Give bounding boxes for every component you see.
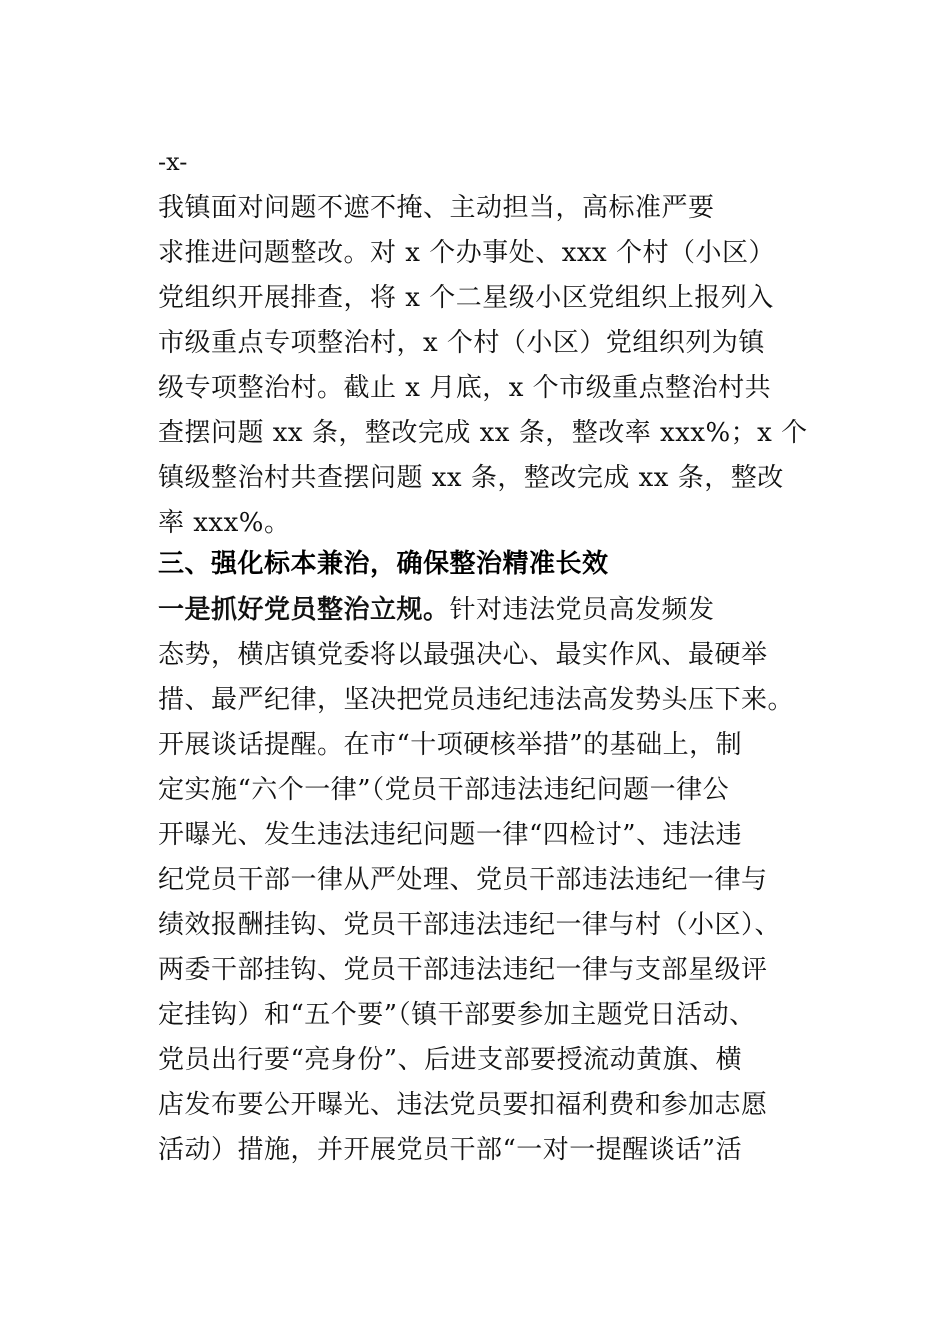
paragraph-1-line-7: 镇级整治村共查摆问题 xx 条，整改完成 xx 条，整改 [158, 463, 784, 493]
paragraph-1-line-5: 级专项整治村。截止 x 月底，x 个市级重点整治村共 [158, 373, 772, 403]
paragraph-2-line-6: 开曝光、发生违法违纪问题一律“四检讨”、违法违 [158, 820, 743, 850]
paragraph-2-line-12: 店发布要公开曝光、违法党员要扣福利费和参加志愿 [158, 1090, 768, 1120]
paragraph-2-line-5: 定实施“六个一律”（党员干部违法违纪问题一律公 [158, 775, 730, 805]
paragraph-1-line-1: 我镇面对问题不遮不掩、主动担当，高标准严要 [158, 193, 715, 223]
paragraph-1-line-8: 率 xxx%。 [158, 508, 291, 538]
section-heading: 三、强化标本兼治，确保整治精准长效 [158, 549, 609, 579]
paragraph-1-line-6: 查摆问题 xx 条，整改完成 xx 条，整改率 xxx%；x 个 [158, 418, 808, 448]
page-number: -x- [158, 148, 188, 176]
paragraph-2-line-2: 态势，横店镇党委将以最强决心、最实作风、最硬举 [158, 640, 768, 670]
paragraph-2-line-4: 开展谈话提醒。在市“十项硬核举措”的基础上，制 [158, 730, 743, 760]
paragraph-2-line-13: 活动）措施，并开展党员干部“一对一提醒谈话”活 [158, 1135, 743, 1165]
paragraph-2-line-3: 措、最严纪律，坚决把党员违纪违法高发势头压下来。 [158, 685, 795, 715]
paragraph-2-line-7: 纪党员干部一律从严处理、党员干部违法违纪一律与 [158, 865, 768, 895]
paragraph-2-line-9: 两委干部挂钩、党员干部违法违纪一律与支部星级评 [158, 955, 768, 985]
paragraph-2-lead: 一是抓好党员整治立规。 [158, 595, 450, 625]
paragraph-1-line-2: 求推进问题整改。对 x 个办事处、xxx 个村（小区） [158, 238, 775, 268]
paragraph-2-line-11: 党员出行要“亮身份”、后进支部要授流动黄旗、横 [158, 1045, 743, 1075]
paragraph-1-line-4: 市级重点专项整治村，x 个村（小区）党组织列为镇 [158, 328, 765, 358]
paragraph-2-line-1 [158, 595, 715, 625]
paragraph-2-first-line-rest: 针对违法党员高发频发 [449, 595, 715, 625]
paragraph-1-line-3: 党组织开展排查，将 x 个二星级小区党组织上报列入 [158, 283, 774, 313]
paragraph-2-line-10: 定挂钩）和“五个要”（镇干部要参加主题党日活动、 [158, 1000, 756, 1030]
paragraph-2-line-8: 绩效报酬挂钩、党员干部违法违纪一律与村（小区）、 [158, 910, 782, 940]
